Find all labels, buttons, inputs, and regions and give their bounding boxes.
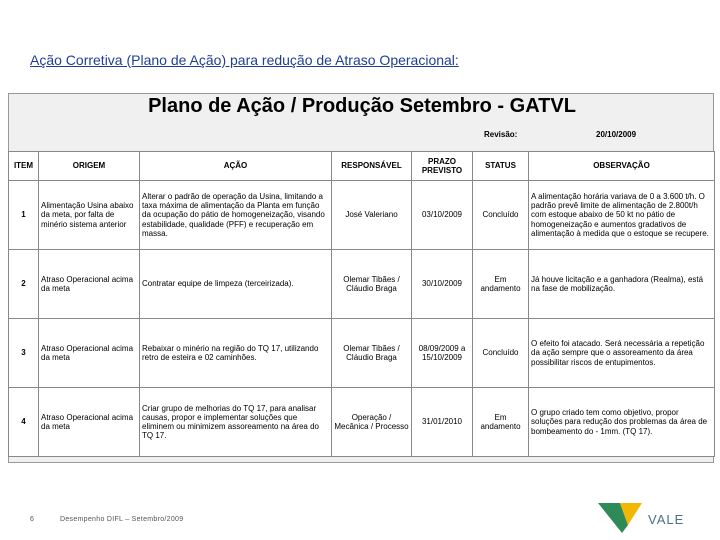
cell-origem: Atraso Operacional acima da meta (39, 319, 140, 388)
cell-item: 4 (9, 388, 39, 457)
column-header-prazo: PRAZO PREVISTO (412, 152, 473, 181)
cell-status: Concluído (473, 181, 529, 250)
cell-item: 3 (9, 319, 39, 388)
plan-title: Plano de Ação / Produção Setembro - GATVL (148, 95, 576, 117)
cell-observacao: Já houve licitação e a ganhadora (Realma), está na fase de mobilização. (529, 250, 715, 319)
cell-prazo: 31/01/2010 (412, 388, 473, 457)
column-header-origem: ORIGEM (39, 152, 140, 181)
cell-acao: Alterar o padrão de operação da Usina, limitando a taxa máxima de alimentação da Planta em função da ocupação do pátio de homogeneização, visando estabilidade, qualidade (PFF) e recuperação em massa. (140, 181, 332, 250)
cell-observacao: O grupo criado tem como objetivo, propor soluções para redução dos problemas da área de bombeamento do - 1mm. (TQ 17). (529, 388, 715, 457)
cell-status: Em andamento (473, 388, 529, 457)
cell-acao: Criar grupo de melhorias do TQ 17, para analisar causas, propor e implementar soluções que eliminem ou minimizem assoreamento na área do TQ 17. (140, 388, 332, 457)
column-header-item: ITEM (9, 152, 39, 181)
cell-status: Em andamento (473, 250, 529, 319)
cell-origem: Alimentação Usina abaixo da meta, por falta de minério sistema anterior (39, 181, 140, 250)
table-row (9, 388, 715, 457)
slide-title: Ação Corretiva (Plano de Ação) para redução de Atraso Operacional: (30, 52, 459, 68)
cell-observacao: A alimentação horária variava de 0 a 3.600 t/h. O padrão prevê limite de alimentação de 2.800t/h com estoque abaixo de 50 kt no pátio de homogeneização e aumentos gradativos de alimentação à medida que o estoque se recupere. (529, 181, 715, 250)
table-row (9, 319, 715, 388)
revision-label: Revisão: (484, 130, 518, 139)
action-plan-table (8, 151, 715, 457)
cell-origem: Atraso Operacional acima da meta (39, 388, 140, 457)
column-header-observacao: OBSERVAÇÃO (529, 152, 715, 181)
cell-responsavel: José Valeriano (332, 181, 412, 250)
cell-prazo: 08/09/2009 a 15/10/2009 (412, 319, 473, 388)
column-header-responsavel: RESPONSÁVEL (332, 152, 412, 181)
vale-logo-text: VALE (648, 512, 685, 527)
page-number: 6 (30, 516, 34, 523)
cell-responsavel: Olemar Tibães / Cláudio Braga (332, 319, 412, 388)
cell-acao: Contratar equipe de limpeza (terceirizada). (140, 250, 332, 319)
column-header-acao: AÇÃO (140, 152, 332, 181)
cell-status: Concluído (473, 319, 529, 388)
footer-text: Desempenho DIFL – Setembro/2009 (60, 516, 184, 523)
cell-responsavel: Operação / Mecânica / Processo (332, 388, 412, 457)
cell-origem: Atraso Operacional acima da meta (39, 250, 140, 319)
column-header-status: STATUS (473, 152, 529, 181)
table-row (9, 181, 715, 250)
cell-item: 2 (9, 250, 39, 319)
cell-observacao: O efeito foi atacado. Será necessária a repetição da ação sempre que o assoreamento da área possibilitar riscos de entupimentos. (529, 319, 715, 388)
cell-acao: Rebaixar o minério na região do TQ 17, utilizando retro de esteira e 02 caminhões. (140, 319, 332, 388)
table-header-row (9, 152, 715, 181)
cell-responsavel: Olemar Tibães / Cláudio Braga (332, 250, 412, 319)
cell-prazo: 03/10/2009 (412, 181, 473, 250)
table-row (9, 250, 715, 319)
cell-prazo: 30/10/2009 (412, 250, 473, 319)
cell-item: 1 (9, 181, 39, 250)
revision-date: 20/10/2009 (596, 130, 637, 139)
